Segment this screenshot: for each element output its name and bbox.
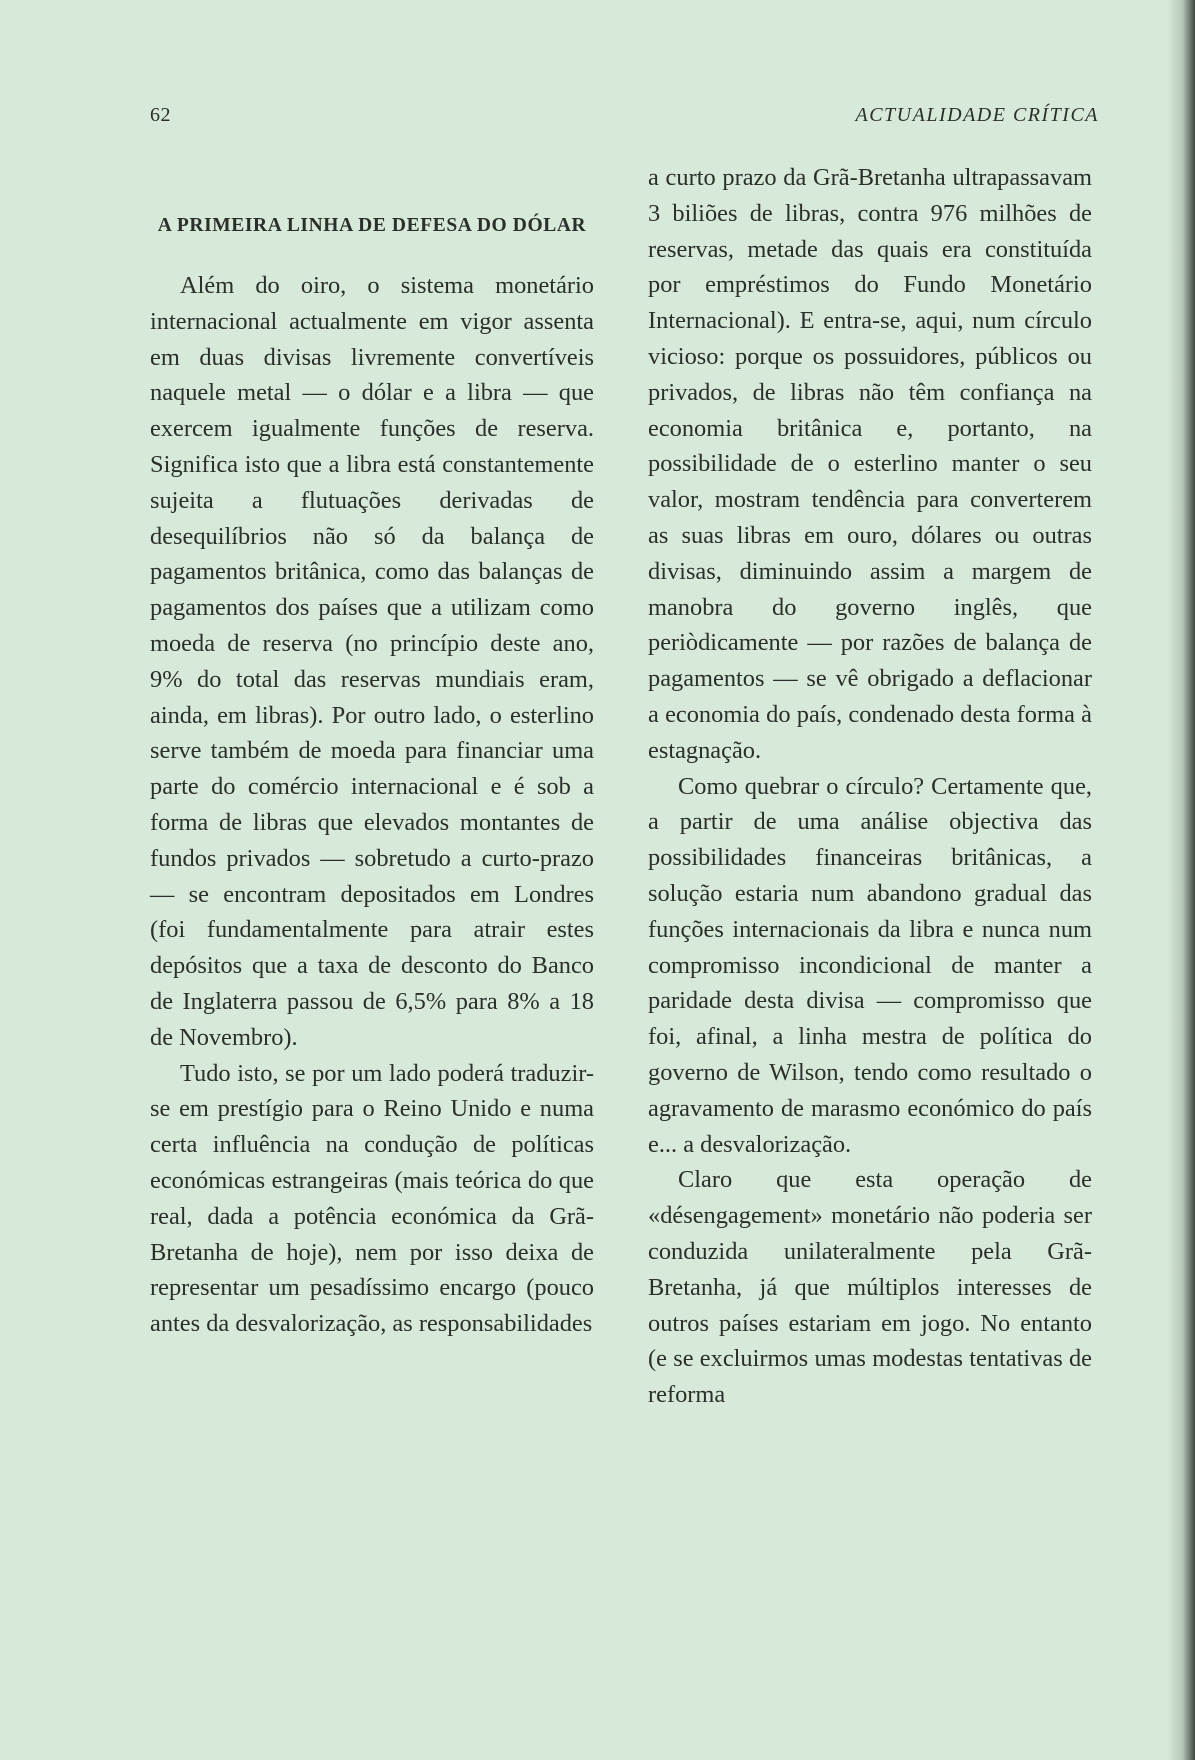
running-title: ACTUALIDADE CRÍTICA bbox=[855, 104, 1099, 126]
page-number: 62 bbox=[150, 104, 171, 126]
paragraph: Claro que esta operação de «désengagement» monetário não poderia ser conduzida unilateralmente pela Grã-Bretanha, já que múltiplos interesses de outros países estariam em jogo. No entanto (e se excluirmos umas modestas tentativas de reforma bbox=[648, 1166, 1092, 1409]
paragraph: Como quebrar o círculo? Certamente que, a partir de uma análise objectiva das possibilidades financeiras britânicas, a solução estaria num abandono gradual das funções internacionais da libra e nunca num compromisso incondicional de manter a paridade desta divisa — compromisso que foi, afinal, a linha mestra de política do governo de Wilson, tendo como resultado o agravamento de marasmo económico do país e... a desvalorização. bbox=[648, 772, 1092, 1158]
section-title: A PRIMEIRA LINHA DE DEFESA DO DÓLAR bbox=[157, 215, 587, 236]
right-column bbox=[648, 160, 1092, 1413]
page-edge-shadow bbox=[1167, 0, 1195, 1760]
left-column bbox=[150, 160, 594, 1342]
paragraph: a curto prazo da Grã-Bretanha ultrapassavam 3 biliões de libras, contra 976 milhões de reservas, metade das quais era constituída por empréstimos do Fundo Monetário Internacional). E entra-se, aqui, num círculo vicioso: porque os possuidores, públicos ou privados, de libras não têm confiança na economia britânica e, portanto, na possibilidade de o esterlino manter o seu valor, mostram tendência para converterem as suas libras em ouro, dólares ou outras divisas, diminuindo assim a margem de manobra do governo inglês, que periòdicamente — por razões de balança de pagamentos — se vê obrigado a deflacionar a economia do país, condenado desta forma à estagnação. bbox=[648, 164, 1092, 764]
page-header bbox=[150, 104, 1099, 134]
paragraph: Tudo isto, se por um lado poderá traduzir-se em prestígio para o Reino Unido e numa certa influência na condução de políticas económicas estrangeiras (mais teórica do que real, dada a potência económica da Grã-Bretanha de hoje), nem por isso deixa de representar um pesadíssimo encargo (pouco antes da desvalorização, as responsabilidades bbox=[150, 1059, 594, 1338]
paragraph: Além do oiro, o sistema monetário internacional actualmente em vigor assenta em duas divisas livremente convertíveis naquele metal — o dólar e a libra — que exercem igualmente funções de reserva. Significa isto que a libra está constantemente sujeita a flutuações derivadas de desequilíbrios não só da balança de pagamentos britânica, como das balanças de pagamentos dos países que a utilizam como moeda de reserva (no princípio deste ano, 9% do total das reservas mundiais eram, ainda, em libras). Por outro lado, o esterlino serve também de moeda para financiar uma parte do comércio internacional e é sob a forma de libras que elevados montantes de fundos privados — sobretudo a curto-prazo — se encontram depositados em Londres (foi fundamentalmente para atrair estes depósitos que a taxa de desconto do Banco de Inglaterra passou de 6,5% para 8% a 18 de Novembro). bbox=[150, 272, 594, 1051]
